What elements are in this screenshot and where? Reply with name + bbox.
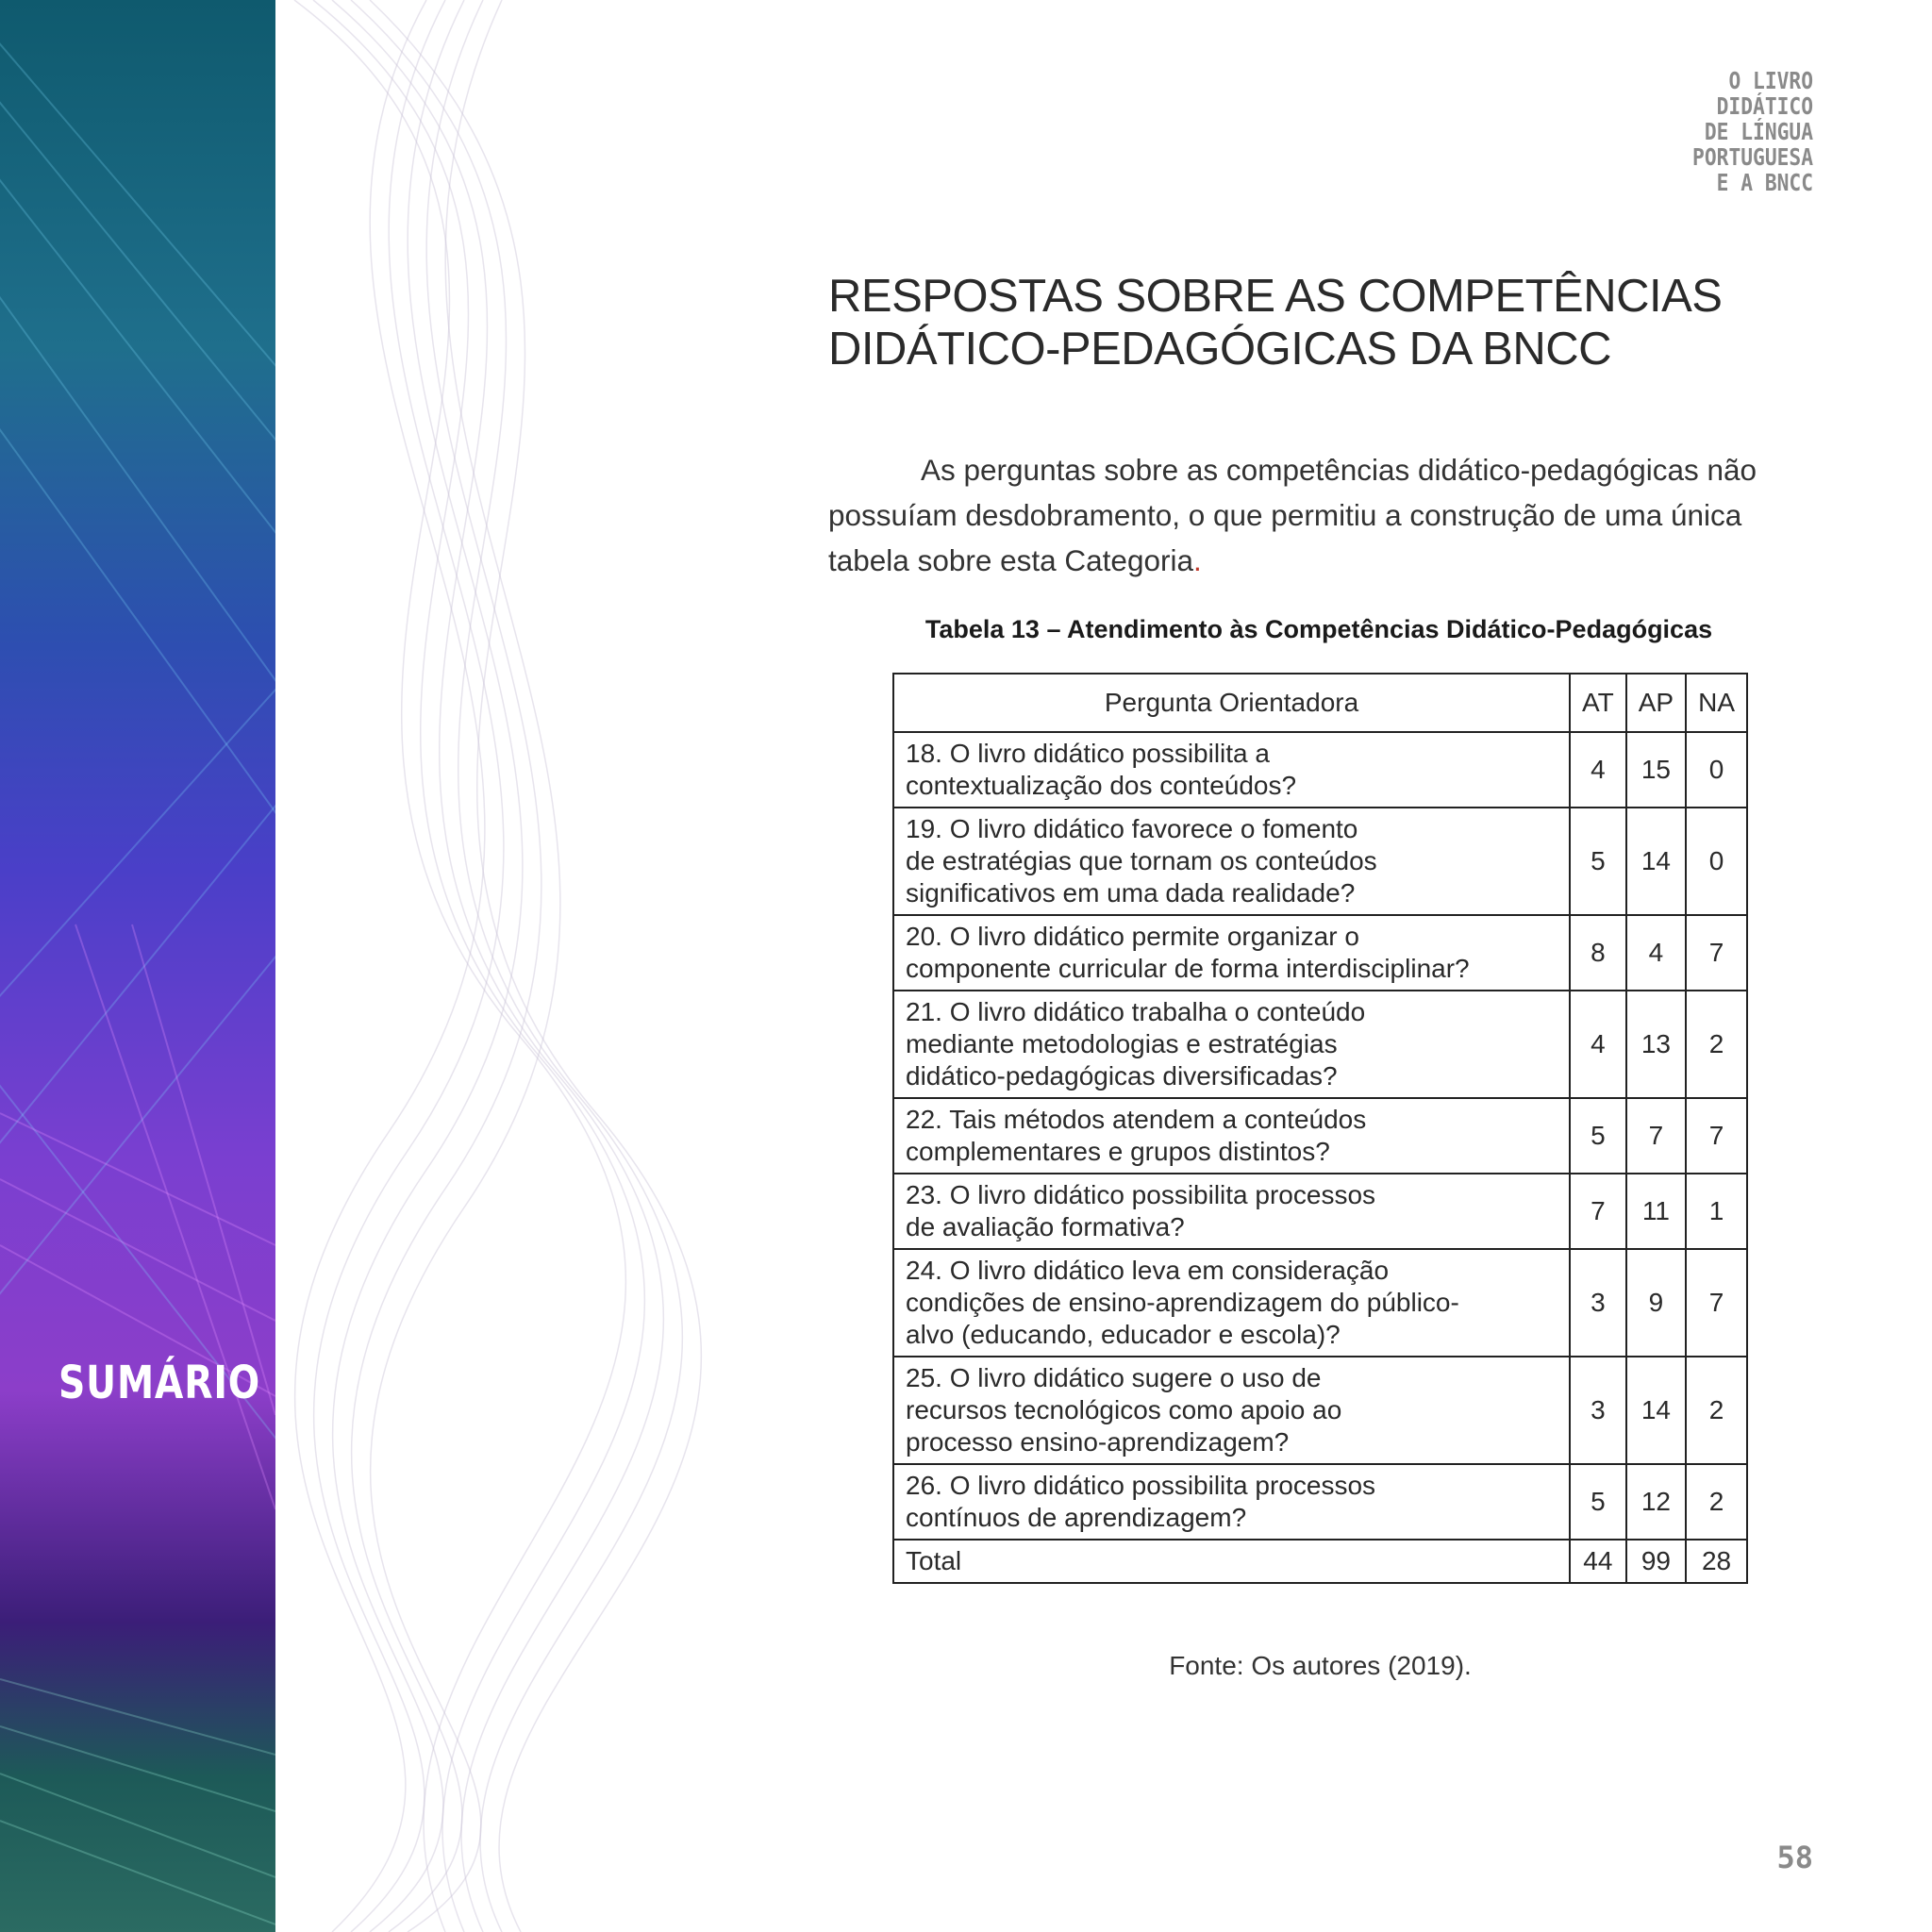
question-line: de estratégias que tornam os conteúdos (906, 846, 1377, 875)
na-cell: 2 (1686, 1464, 1747, 1540)
column-header-at: AT (1570, 674, 1626, 732)
question-line: componente curricular de forma interdisciplinar? (906, 954, 1470, 983)
table-row (893, 808, 1747, 915)
book-title-line: O LIVRO (1728, 67, 1813, 94)
table-source: Fonte: Os autores (2019). (1169, 1651, 1472, 1680)
table-row (893, 991, 1747, 1098)
question-line: contextualização dos conteúdos? (906, 771, 1297, 800)
book-title-line: E A BNCC (1716, 169, 1813, 196)
question-cell (893, 1098, 1570, 1174)
question-line: 20. O livro didático permite organizar o (906, 922, 1359, 951)
question-line: 22. Tais métodos atendem a conteúdos (906, 1105, 1367, 1134)
ap-cell: 14 (1626, 1357, 1686, 1464)
page-number: 58 (1776, 1840, 1813, 1875)
ap-cell: 11 (1626, 1174, 1686, 1249)
na-cell: 2 (1686, 991, 1747, 1098)
question-line: alvo (educando, educador e escola)? (906, 1320, 1341, 1349)
intro-paragraph (828, 447, 1815, 583)
intro-end-mark: . (1193, 543, 1202, 577)
at-cell: 5 (1570, 1098, 1626, 1174)
table-row (893, 1098, 1747, 1174)
summary-link[interactable]: SUMÁRIO (58, 1357, 261, 1409)
question-line: 19. O livro didático favorece o fomento (906, 814, 1358, 843)
at-cell: 3 (1570, 1357, 1626, 1464)
table-caption: Tabela 13 – Atendimento às Competências Didático-Pedagógicas (924, 615, 1713, 643)
table-row (893, 1174, 1747, 1249)
question-line: de avaliação formativa? (906, 1212, 1185, 1241)
at-cell: 8 (1570, 915, 1626, 991)
decorative-sidebar (0, 0, 275, 1932)
at-cell: 3 (1570, 1249, 1626, 1357)
ap-cell: 13 (1626, 991, 1686, 1098)
ap-cell: 15 (1626, 732, 1686, 808)
section-heading-line: DIDÁTICO-PEDAGÓGICAS DA BNCC (828, 324, 1612, 375)
question-line: didático-pedagógicas diversificadas? (906, 1061, 1338, 1091)
column-header-na: NA (1686, 674, 1747, 732)
question-line: significativos em uma dada realidade? (906, 878, 1356, 908)
ap-cell: 4 (1626, 915, 1686, 991)
table-header-row (893, 674, 1747, 732)
at-cell: 4 (1570, 991, 1626, 1098)
question-line: 18. O livro didático possibilita a (906, 739, 1270, 768)
total-ap-cell: 99 (1626, 1540, 1686, 1583)
total-na-cell: 28 (1686, 1540, 1747, 1583)
question-cell (893, 1357, 1570, 1464)
table-row (893, 1464, 1747, 1540)
na-cell: 7 (1686, 1098, 1747, 1174)
book-title-line: DIDÁTICO (1716, 92, 1813, 120)
book-title-line: PORTUGUESA (1692, 143, 1813, 171)
question-cell (893, 1464, 1570, 1540)
at-cell: 7 (1570, 1174, 1626, 1249)
ap-cell: 12 (1626, 1464, 1686, 1540)
total-at-cell: 44 (1570, 1540, 1626, 1583)
question-line: recursos tecnológicos como apoio ao (906, 1395, 1342, 1424)
na-cell: 7 (1686, 915, 1747, 991)
question-cell (893, 808, 1570, 915)
at-cell: 5 (1570, 1464, 1626, 1540)
question-line: 23. O livro didático possibilita processos (906, 1180, 1376, 1209)
question-cell (893, 991, 1570, 1098)
total-label-cell: Total (893, 1540, 1570, 1583)
column-header-question: Pergunta Orientadora (893, 674, 1570, 732)
question-line: condições de ensino-aprendizagem do público- (906, 1288, 1459, 1317)
ap-cell: 7 (1626, 1098, 1686, 1174)
question-cell (893, 1249, 1570, 1357)
na-cell: 1 (1686, 1174, 1747, 1249)
book-title (1624, 68, 1813, 195)
question-cell (893, 732, 1570, 808)
question-cell (893, 1174, 1570, 1249)
ap-cell: 9 (1626, 1249, 1686, 1357)
abstract-lines-art (0, 0, 275, 1932)
at-cell: 5 (1570, 808, 1626, 915)
book-title-line: DE LÍNGUA (1704, 118, 1813, 145)
table-row (893, 1249, 1747, 1357)
ap-cell: 14 (1626, 808, 1686, 915)
na-cell: 0 (1686, 808, 1747, 915)
intro-text: As perguntas sobre as competências didático-pedagógicas não possuíam desdobramento, o que permitiu a construção de uma única tabela sobre esta Categoria (828, 453, 1757, 577)
table-row (893, 732, 1747, 808)
table-row (893, 915, 1747, 991)
section-heading-line: RESPOSTAS SOBRE AS COMPETÊNCIAS (828, 271, 1723, 322)
section-heading (828, 270, 1828, 375)
at-cell: 4 (1570, 732, 1626, 808)
question-line: contínuos de aprendizagem? (906, 1503, 1247, 1532)
column-header-ap: AP (1626, 674, 1686, 732)
na-cell: 7 (1686, 1249, 1747, 1357)
na-cell: 2 (1686, 1357, 1747, 1464)
decorative-waves (275, 0, 728, 1932)
competencies-table (892, 673, 1748, 1584)
question-line: 24. O livro didático leva em consideração (906, 1256, 1390, 1285)
question-line: processo ensino-aprendizagem? (906, 1427, 1290, 1457)
question-line: 25. O livro didático sugere o uso de (906, 1363, 1322, 1392)
table-row (893, 1357, 1747, 1464)
question-line: complementares e grupos distintos? (906, 1137, 1330, 1166)
question-line: 21. O livro didático trabalha o conteúdo (906, 997, 1366, 1026)
na-cell: 0 (1686, 732, 1747, 808)
table-total-row (893, 1540, 1747, 1583)
question-line: 26. O livro didático possibilita processos (906, 1471, 1376, 1500)
question-cell (893, 915, 1570, 991)
question-line: mediante metodologias e estratégias (906, 1029, 1338, 1058)
